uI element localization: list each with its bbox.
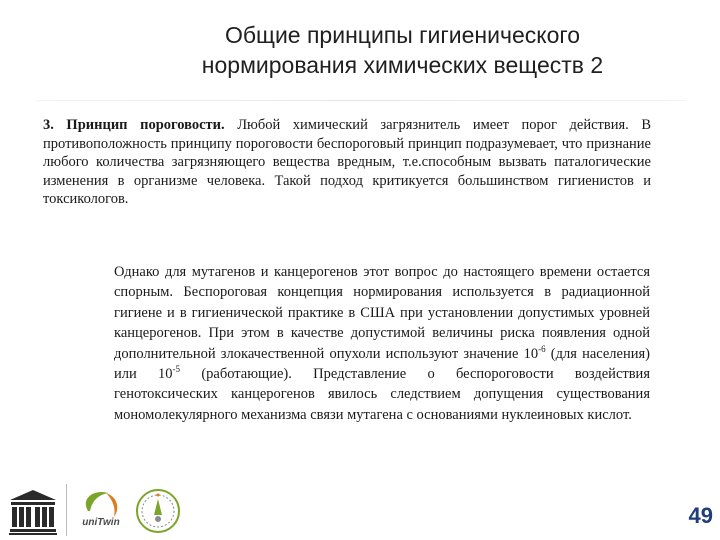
unitwin-logo [76, 487, 126, 535]
paragraph2-text-before: Однако для мутагенов и канцерогенов этот вопрос до настоящего времени остается спорным. Беспороговая концепция нормирования используется в радиационной гигиене и в гигиенической практике в США при установлении допустимых уровней канцерогенов. При этом в качестве допустимой величины риска появления одной дополнительной злокачественной опухоли используют значение 10 [114, 264, 650, 362]
paragraph-threshold-principle [43, 116, 651, 209]
slide-title-line-1: Общие принципы гигиенического [224, 22, 581, 48]
paragraph-mutagens [114, 262, 650, 425]
page-number: 49 [688, 503, 713, 528]
paragraph-body: Любой химический загрязнитель имеет порог действия. В противоположность принципу пороговости беспороговый принцип подразумевает, что признание любого количества загрязняющего вещества вредным, т.е.способным вызвать паталогические изменения в организме человека. Такой подход критикуется большинством гигиенистов и токсикологов. [43, 117, 651, 208]
svg-text:uniTwin: uniTwin [82, 517, 120, 528]
exponent-minus-five: -5 [172, 364, 181, 375]
logo-divider [66, 484, 67, 536]
slide-title [120, 20, 685, 80]
paragraph2-text-middle: (для населения) или 10 [114, 345, 650, 383]
emblem-logo [134, 487, 182, 535]
paragraph2-text-after: (работающие). Представление о беспороговости воздействия генотоксических канцерогенов явилось следствием допущения существования мономолекулярного механизма связи мутагена с основаниями нуклеиновых кислот. [114, 366, 650, 423]
title-divider [36, 100, 686, 101]
unesco-logo [8, 488, 58, 536]
slide-title-line-2: нормирования химических веществ 2 [201, 52, 604, 78]
paragraph-lead: 3. Принцип пороговости. [43, 117, 225, 133]
exponent-minus-six: -6 [538, 343, 546, 354]
